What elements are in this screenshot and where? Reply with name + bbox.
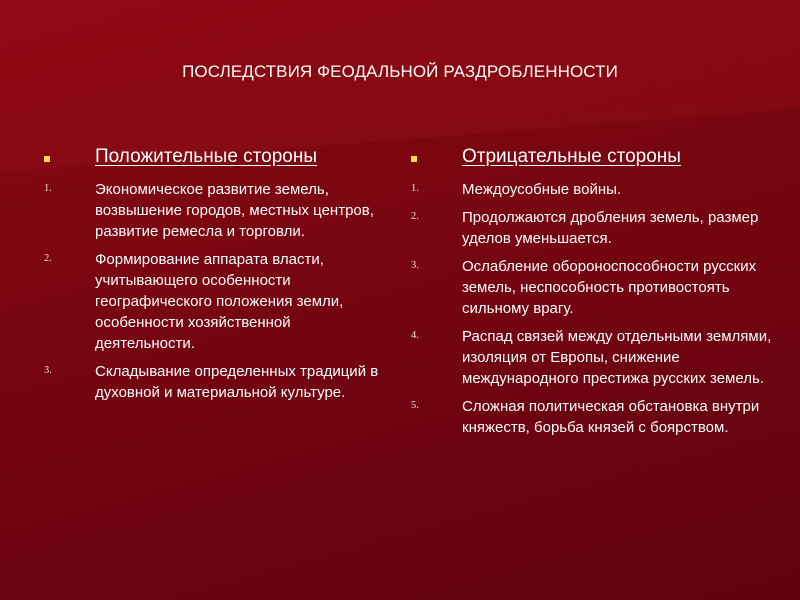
negative-heading-row — [411, 146, 776, 168]
positive-list — [44, 179, 392, 403]
negative-list — [411, 179, 776, 438]
list-item — [411, 179, 776, 200]
negative-column — [411, 146, 776, 445]
item-number: 3. — [44, 365, 52, 376]
negative-heading: Отрицательные стороны — [462, 146, 681, 167]
list-item — [411, 326, 776, 389]
item-text: Ослабление обороноспособности русских земель, неспособность противостоять сильному врагу. — [462, 258, 757, 317]
item-number: 1. — [411, 183, 419, 194]
item-number: 4. — [411, 330, 419, 341]
list-item — [411, 396, 776, 438]
list-item — [411, 207, 776, 249]
item-text: Складывание определенных традиций в духовной и материальной культуре. — [95, 363, 379, 401]
list-item — [44, 179, 392, 242]
item-text: Формирование аппарата власти, учитывающего особенности географического положения земли, особенности хозяйственной деятельности. — [95, 251, 344, 352]
item-text: Продолжаются дробления земель, размер уделов уменьшается. — [462, 209, 759, 247]
item-number: 1. — [44, 183, 52, 194]
positive-heading: Положительные стороны — [95, 146, 318, 167]
item-text: Сложная политическая обстановка внутри княжеств, борьба князей с боярством. — [462, 398, 760, 436]
list-item — [44, 249, 392, 354]
item-number: 5. — [411, 400, 419, 411]
list-item — [411, 256, 776, 319]
slide-title: ПОСЛЕДСТВИЯ ФЕОДАЛЬНОЙ РАЗДРОБЛЕННОСТИ — [182, 62, 618, 81]
item-number: 2. — [411, 211, 419, 222]
item-number: 2. — [44, 253, 52, 264]
positive-heading-row — [44, 146, 392, 168]
positive-column — [44, 146, 392, 410]
item-text: Междоусобные войны. — [462, 181, 622, 198]
item-text: Экономическое развитие земель, возвышение городов, местных центров, развитие ремесла и торговли. — [95, 181, 374, 240]
square-bullet-icon — [411, 156, 417, 162]
list-item — [44, 361, 392, 403]
item-number: 3. — [411, 260, 419, 271]
square-bullet-icon — [44, 156, 50, 162]
item-text: Распад связей между отдельными землями, изоляция от Европы, снижение международного престижа русских земель. — [462, 328, 772, 387]
